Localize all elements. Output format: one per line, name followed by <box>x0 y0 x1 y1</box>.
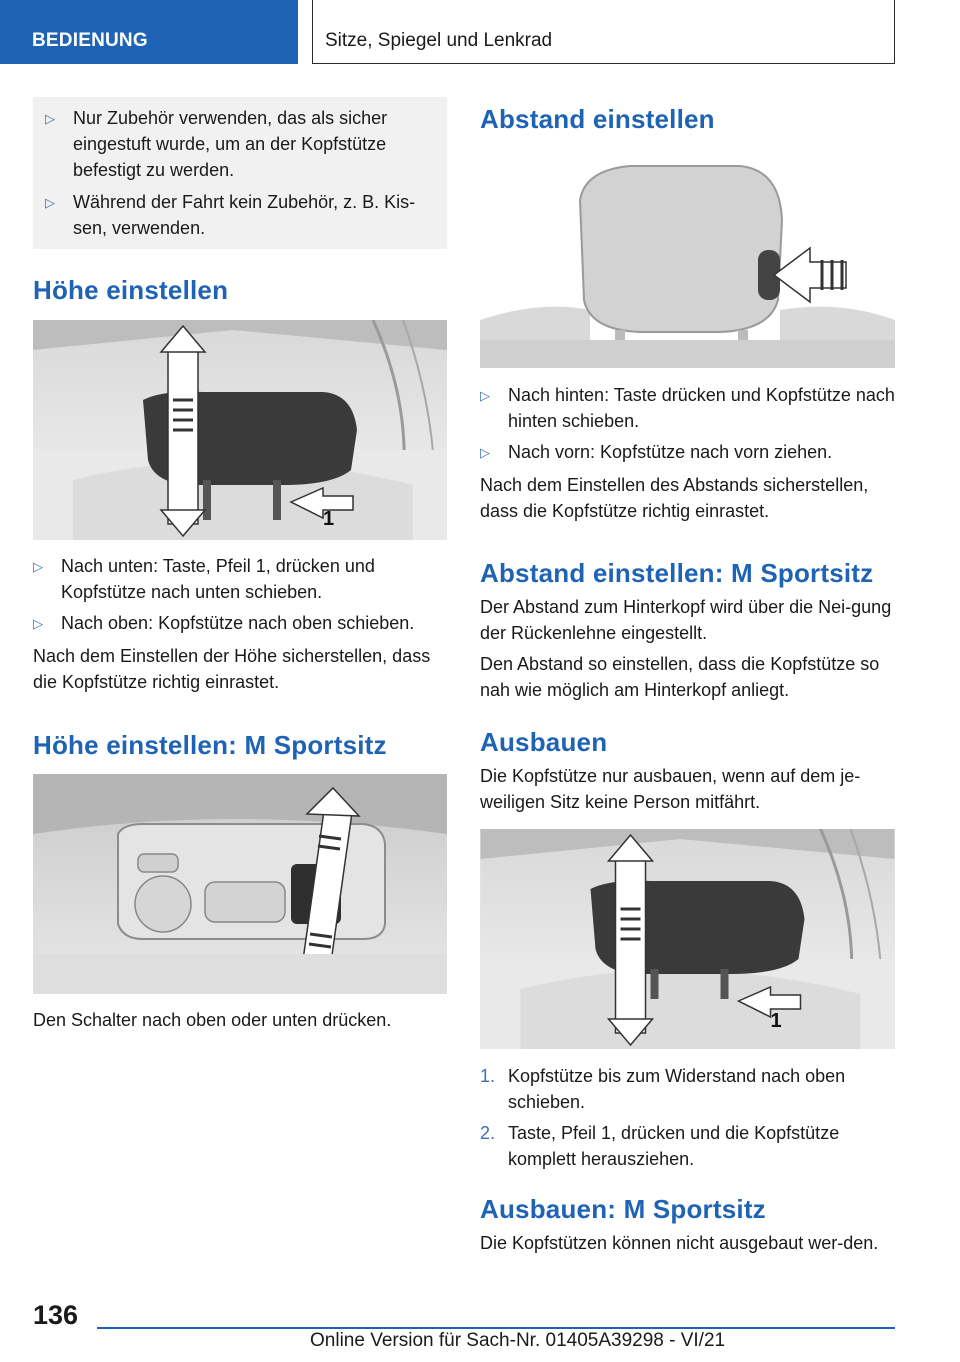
headrest-removal-illustration <box>480 829 895 1049</box>
footer-divider <box>97 1327 895 1329</box>
paragraph: Die Kopfstützen können nicht ausgebaut wer-den. <box>480 1233 879 1253</box>
triangle-bullet-icon: ▷ <box>45 111 55 126</box>
page-number: 136 <box>33 1300 79 1330</box>
step-number: 2. <box>480 1123 496 1143</box>
headrest-distance-illustration <box>480 160 895 368</box>
step-item: 1. Kopfstütze bis zum Widerstand nach oben schieben. <box>480 1063 895 1115</box>
header-section-tab <box>0 0 298 64</box>
seat-switch-illustration <box>33 774 447 994</box>
heading-ausbauen: Ausbauen <box>480 727 608 757</box>
triangle-bullet-icon: ▷ <box>45 195 55 210</box>
paragraph: Den Abstand so einstellen, dass die Kopfstütze so nah wie möglich am Hinterkopf anliegt. <box>480 654 880 700</box>
heading-abstand-m-sportsitz: Abstand einstellen: M Sportsitz <box>480 558 874 588</box>
heading-hoehe-m-sportsitz: Höhe einstellen: M Sportsitz <box>33 730 387 760</box>
header-chapter-label: Sitze, Spiegel und Lenkrad <box>325 30 553 51</box>
figure-headrest-removal <box>480 829 895 1049</box>
headrest-height-illustration <box>33 320 447 540</box>
list-item: ▷ Nach oben: Kopfstütze nach oben schieben. <box>33 610 447 637</box>
paragraph: Nach dem Einstellen der Höhe sicherstellen, dass die Kopfstütze richtig einrastet. <box>33 646 431 692</box>
paragraph: Den Schalter nach oben oder unten drücken. <box>33 1010 392 1030</box>
paragraph: Die Kopfstütze nur ausbauen, wenn auf dem je-weiligen Sitz keine Person mitfährt. <box>480 766 861 812</box>
footer-version-text: Online Version für Sach-Nr. 01405A39298 - VI/21 <box>310 1330 726 1351</box>
heading-ausbauen-m-sportsitz: Ausbauen: M Sportsitz <box>480 1194 766 1224</box>
triangle-bullet-icon: ▷ <box>33 559 43 574</box>
step-item: 2. Taste, Pfeil 1, drücken und die Kopfstütze komplett herausziehen. <box>480 1120 895 1172</box>
header-section-label: BEDIENUNG <box>32 30 148 51</box>
list-item: ▷ Nach vorn: Kopfstütze nach vorn ziehen. <box>480 439 895 466</box>
note-item: ▷ Während der Fahrt kein Zubehör, z. B. Kis-sen, verwenden. <box>45 189 441 241</box>
paragraph: Der Abstand zum Hinterkopf wird über die Nei-gung der Rückenlehne eingestellt. <box>480 597 892 643</box>
note-item: ▷ Nur Zubehör verwenden, das als sicher eingestuft wurde, um an der Kopfstütze befestigt zu werden. <box>45 105 441 183</box>
list-item: ▷ Nach hinten: Taste drücken und Kopfstütze nach hinten schieben. <box>480 382 895 434</box>
triangle-bullet-icon: ▷ <box>480 445 490 460</box>
heading-abstand-einstellen: Abstand einstellen <box>480 104 715 134</box>
list-item: ▷ Nach unten: Taste, Pfeil 1, drücken und Kopfstütze nach unten schieben. <box>33 553 447 605</box>
step-number: 1. <box>480 1066 496 1086</box>
triangle-bullet-icon: ▷ <box>480 388 490 403</box>
paragraph: Nach dem Einstellen des Abstands sicherstellen, dass die Kopfstütze richtig einrastet. <box>480 475 869 521</box>
heading-hoehe-einstellen: Höhe einstellen <box>33 275 229 305</box>
triangle-bullet-icon: ▷ <box>33 616 43 631</box>
figure-callout: 1 <box>323 508 335 530</box>
figure-callout: 1 <box>770 1010 782 1032</box>
figure-headrest-height <box>33 320 447 540</box>
header-chapter-box <box>312 0 895 64</box>
figure-headrest-distance <box>480 160 895 368</box>
figure-seat-switch <box>33 774 447 994</box>
